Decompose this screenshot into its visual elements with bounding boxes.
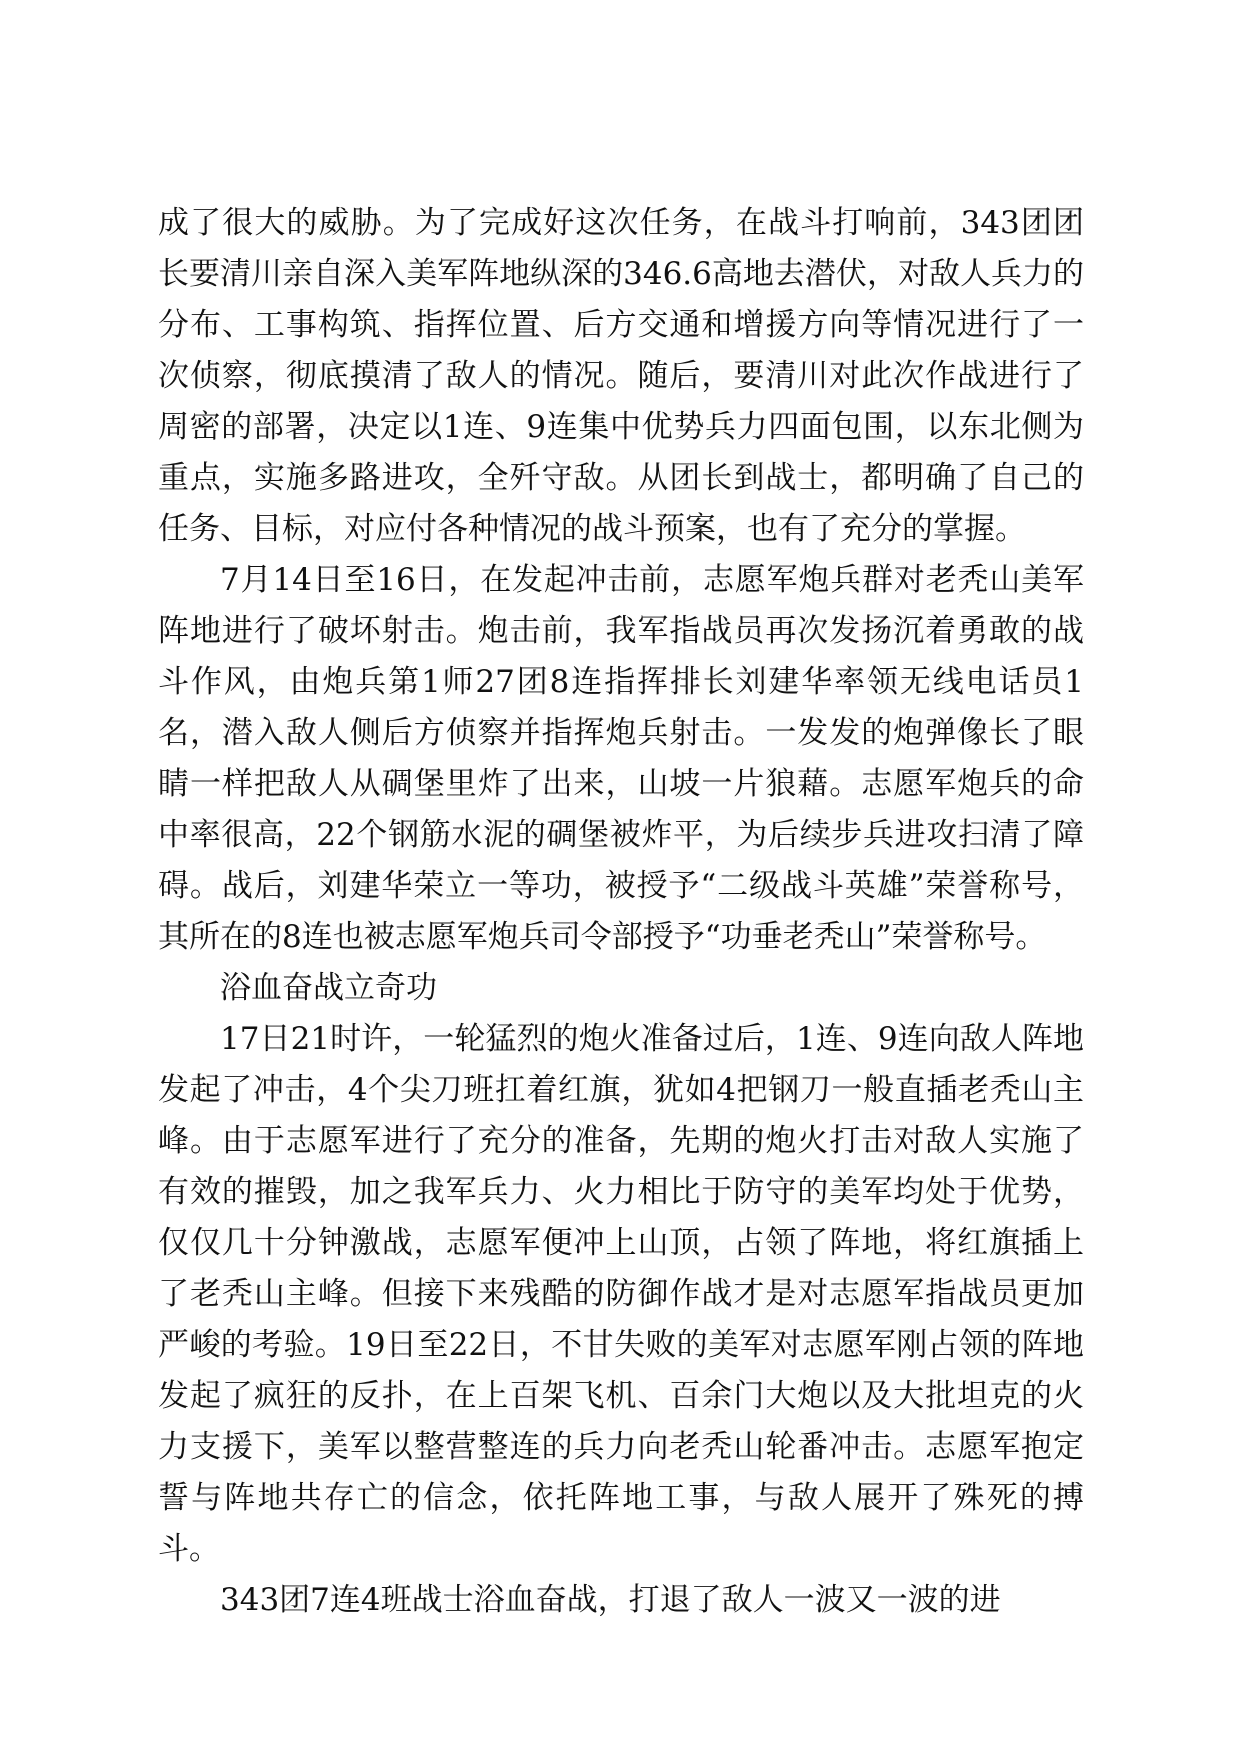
article-body <box>158 198 1084 1626</box>
paragraph-1: 成了很大的威胁。为了完成好这次任务，在战斗打响前，343团团长要清川亲自深入美军阵地纵深的346.6高地去潜伏，对敌人兵力的分布、工事构筑、指挥位置、后方交通和增援方向等情况进行了一次侦察，彻底摸清了敌人的情况。随后，要清川对此次作战进行了周密的部署，决定以1连、9连集中优势兵力四面包围，以东北侧为重点，实施多路进攻，全歼守敌。从团长到战士，都明确了自己的任务、目标，对应付各种情况的战斗预案，也有了充分的掌握。 <box>158 205 1084 547</box>
section-heading: 浴血奋战立奇功 <box>220 970 437 1006</box>
paragraph-2: 7月14日至16日，在发起冲击前，志愿军炮兵群对老秃山美军阵地进行了破坏射击。炮击前，我军指战员再次发扬沉着勇敢的战斗作风，由炮兵第1师27团8连指挥排长刘建华率领无线电话员1名，潜入敌人侧后方侦察并指挥炮兵射击。一发发的炮弹像长了眼睛一样把敌人从碉堡里炸了出来，山坡一片狼藉。志愿军炮兵的命中率很高，22个钢筋水泥的碉堡被炸平，为后续步兵进攻扫清了障碍。战后，刘建华荣立一等功，被授予“二级战斗英雄”荣誉称号，其所在的8连也被志愿军炮兵司令部授予“功垂老秃山”荣誉称号。 <box>158 562 1084 955</box>
paragraph-4: 343团7连4班战士浴血奋战，打退了敌人一波又一波的进 <box>220 1582 1001 1618</box>
paragraph-3: 17日21时许，一轮猛烈的炮火准备过后，1连、9连向敌人阵地发起了冲击，4个尖刀班扛着红旗，犹如4把钢刀一般直插老秃山主峰。由于志愿军进行了充分的准备，先期的炮火打击对敌人实施了有效的摧毁，加之我军兵力、火力相比于防守的美军均处于优势，仅仅几十分钟激战，志愿军便冲上山顶，占领了阵地，将红旗插上了老秃山主峰。但接下来残酷的防御作战才是对志愿军指战员更加严峻的考验。19日至22日，不甘失败的美军对志愿军刚占领的阵地发起了疯狂的反扑，在上百架飞机、百余门大炮以及大批坦克的火力支援下，美军以整营整连的兵力向老秃山轮番冲击。志愿军抱定誓与阵地共存亡的信念，依托阵地工事，与敌人展开了殊死的搏斗。 <box>158 1021 1084 1567</box>
